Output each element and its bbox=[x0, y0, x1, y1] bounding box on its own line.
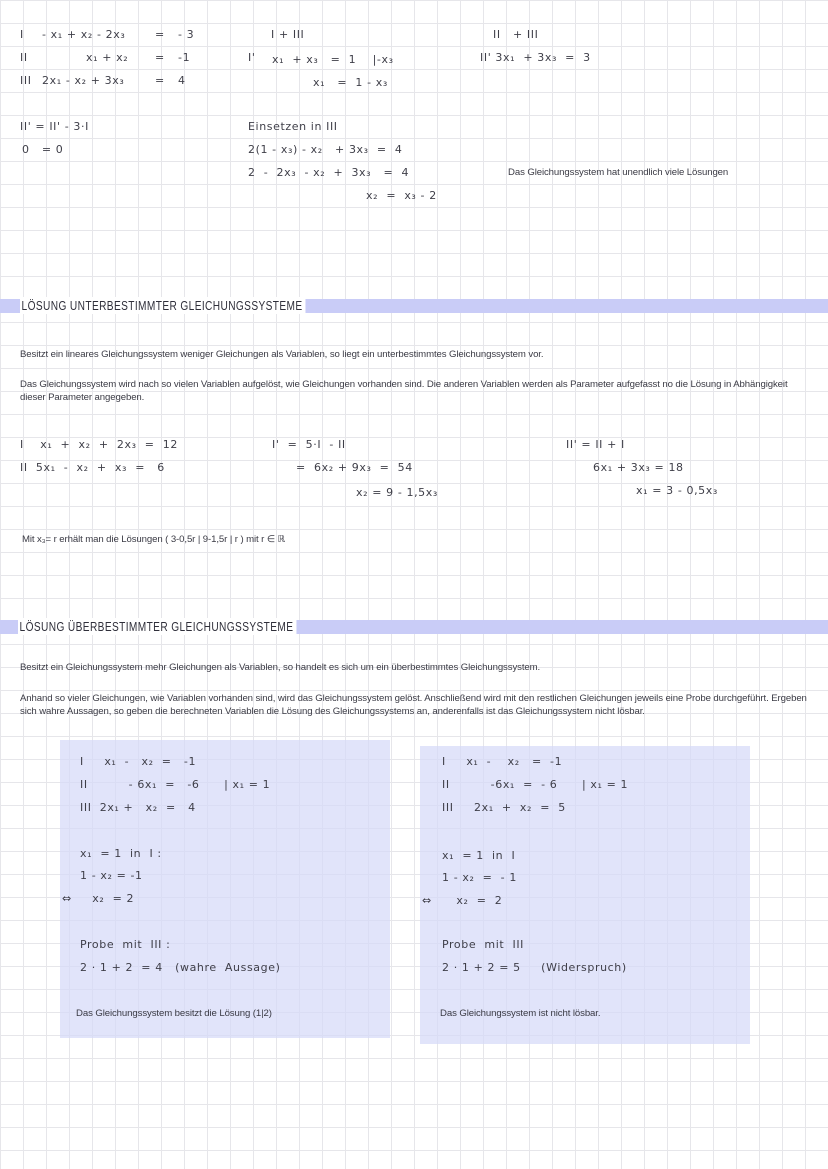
underdetermined-step-3: x₂ = 9 - 1,5x₃ bbox=[356, 486, 438, 499]
top-sum-eq-1: x₁ + x₃ = 1 |-x₃ bbox=[272, 53, 394, 66]
unsolvable-sub-2: 1 - x₂ = - 1 bbox=[442, 871, 517, 884]
top-system-right-1: - 3 bbox=[178, 28, 195, 41]
top-system-eq-1: = bbox=[155, 28, 165, 41]
unsolvable-sub-3: ⇔ x₂ = 2 bbox=[422, 894, 503, 907]
unsolvable-probe: Probe mit III bbox=[442, 938, 525, 951]
underdetermined-right-3: x₁ = 3 - 0,5x₃ bbox=[636, 484, 718, 497]
solvable-eq-1: I x₁ - x₂ = -1 bbox=[80, 755, 197, 768]
top-system-eq-2: = bbox=[155, 51, 165, 64]
underdetermined-step-1: I' = 5·I - II bbox=[272, 438, 346, 451]
top-system-roman-1: I bbox=[20, 28, 24, 41]
section-heading-overdetermined: LÖSUNG ÜBERBESTIMMTER GLEICHUNGSSYSTEME bbox=[18, 618, 297, 635]
underdetermined-solution: Mit x₃= r erhält man die Lösungen ( 3-0,5r | 9-1,5r | r ) mit r ∈ ℝ bbox=[22, 534, 286, 545]
solvable-sub-2: 1 - x₂ = -1 bbox=[80, 869, 143, 882]
solvable-result: Das Gleichungssystem besitzt die Lösung (1|2) bbox=[76, 1008, 272, 1019]
solvable-eq-3: III 2x₁ + x₂ = 4 bbox=[80, 801, 196, 814]
underdetermined-step-2: = 6x₂ + 9x₃ = 54 bbox=[296, 461, 413, 474]
solvable-sub-1: x₁ = 1 in I : bbox=[80, 847, 162, 860]
top-subst-title: Einsetzen in III bbox=[248, 120, 338, 133]
underdetermined-paragraph-2: Das Gleichungssystem wird nach so vielen Variablen aufgelöst, wie Gleichungen vorhanden sind. Die anderen Variablen werden als Parameter aufgefasst no die Lösung in Abhängigkeit dieser Parameter angegeben. bbox=[20, 379, 788, 403]
top-system-roman-3: III bbox=[20, 74, 32, 87]
top-subst-3: x₂ = x₃ - 2 bbox=[366, 189, 437, 202]
underdetermined-paragraph-1: Besitzt ein lineares Gleichungssystem weniger Gleichungen als Variablen, so liegt ein unterbestimmtes Gleichungssystem vor. bbox=[20, 349, 544, 360]
top-elimination-2: 0 = 0 bbox=[22, 143, 64, 156]
unsolvable-sub-1: x₁ = 1 in I bbox=[442, 849, 516, 862]
underdetermined-system-2: II 5x₁ - x₂ + x₃ = 6 bbox=[20, 461, 165, 474]
top-system-left-2: x₁ + x₂ bbox=[86, 51, 129, 64]
top-elimination-1: II' = II' - 3·I bbox=[20, 120, 89, 133]
unsolvable-eq-2: II -6x₁ = - 6 | x₁ = 1 bbox=[442, 778, 629, 791]
section-heading-underdetermined: LÖSUNG UNTERBESTIMMTER GLEICHUNGSSYSTEME bbox=[20, 297, 306, 314]
overdetermined-paragraph-1: Besitzt ein Gleichungssystem mehr Gleichungen als Variablen, so handelt es sich um ein überbestimmtes Gleichungssystem. bbox=[20, 662, 541, 673]
top-system-roman-2: II bbox=[20, 51, 28, 64]
top-sum-roman: I' bbox=[248, 51, 256, 64]
solvable-probe-calc: 2 · 1 + 2 = 4 (wahre Aussage) bbox=[80, 961, 281, 974]
top-system-right-3: 4 bbox=[178, 74, 186, 87]
top-system-left-3: 2x₁ - x₂ + 3x₃ bbox=[42, 74, 125, 87]
top-system-right-2: -1 bbox=[178, 51, 191, 64]
top-subst-2: 2 - 2x₃ - x₂ + 3x₃ = 4 bbox=[248, 166, 410, 179]
top-sum-eq-2: x₁ = 1 - x₃ bbox=[313, 76, 388, 89]
underdetermined-right-1: II' = II + I bbox=[566, 438, 625, 451]
unsolvable-eq-3: III 2x₁ + x₂ = 5 bbox=[442, 801, 566, 814]
top-sum2-title: II + III bbox=[493, 28, 539, 41]
unsolvable-eq-1: I x₁ - x₂ = -1 bbox=[442, 755, 563, 768]
overdetermined-paragraph-2: Anhand so vieler Gleichungen, wie Variablen vorhanden sind, wird das Gleichungssystem gelöst. Anschließend wird mit den restlichen Gleichungen jeweils eine Probe durchgeführt. Ergeben sich wahre Aussagen, so geben die berechneten Variablen die Lösung des Gleichungssystems an, anderenfalls ist das Gleichungssystem nicht lösbar. bbox=[20, 693, 807, 717]
underdetermined-right-2: 6x₁ + 3x₃ = 18 bbox=[593, 461, 684, 474]
top-conclusion: Das Gleichungssystem hat unendlich viele Lösungen bbox=[508, 167, 729, 178]
top-sum-title: I + III bbox=[271, 28, 305, 41]
top-system-left-1: - x₁ + x₂ - 2x₃ bbox=[42, 28, 126, 41]
solvable-sub-3: ⇔ x₂ = 2 bbox=[62, 892, 135, 905]
unsolvable-probe-calc: 2 · 1 + 2 = 5 (Widerspruch) bbox=[442, 961, 627, 974]
unsolvable-result: Das Gleichungssystem ist nicht lösbar. bbox=[440, 1008, 601, 1019]
top-subst-1: 2(1 - x₃) - x₂ + 3x₃ = 4 bbox=[248, 143, 403, 156]
underdetermined-system-1: I x₁ + x₂ + 2x₃ = 12 bbox=[20, 438, 178, 451]
solvable-eq-2: II - 6x₁ = -6 | x₁ = 1 bbox=[80, 778, 271, 791]
top-sum2-eq: II' 3x₁ + 3x₃ = 3 bbox=[480, 51, 591, 64]
top-system-eq-3: = bbox=[155, 74, 165, 87]
solvable-probe: Probe mit III : bbox=[80, 938, 171, 951]
